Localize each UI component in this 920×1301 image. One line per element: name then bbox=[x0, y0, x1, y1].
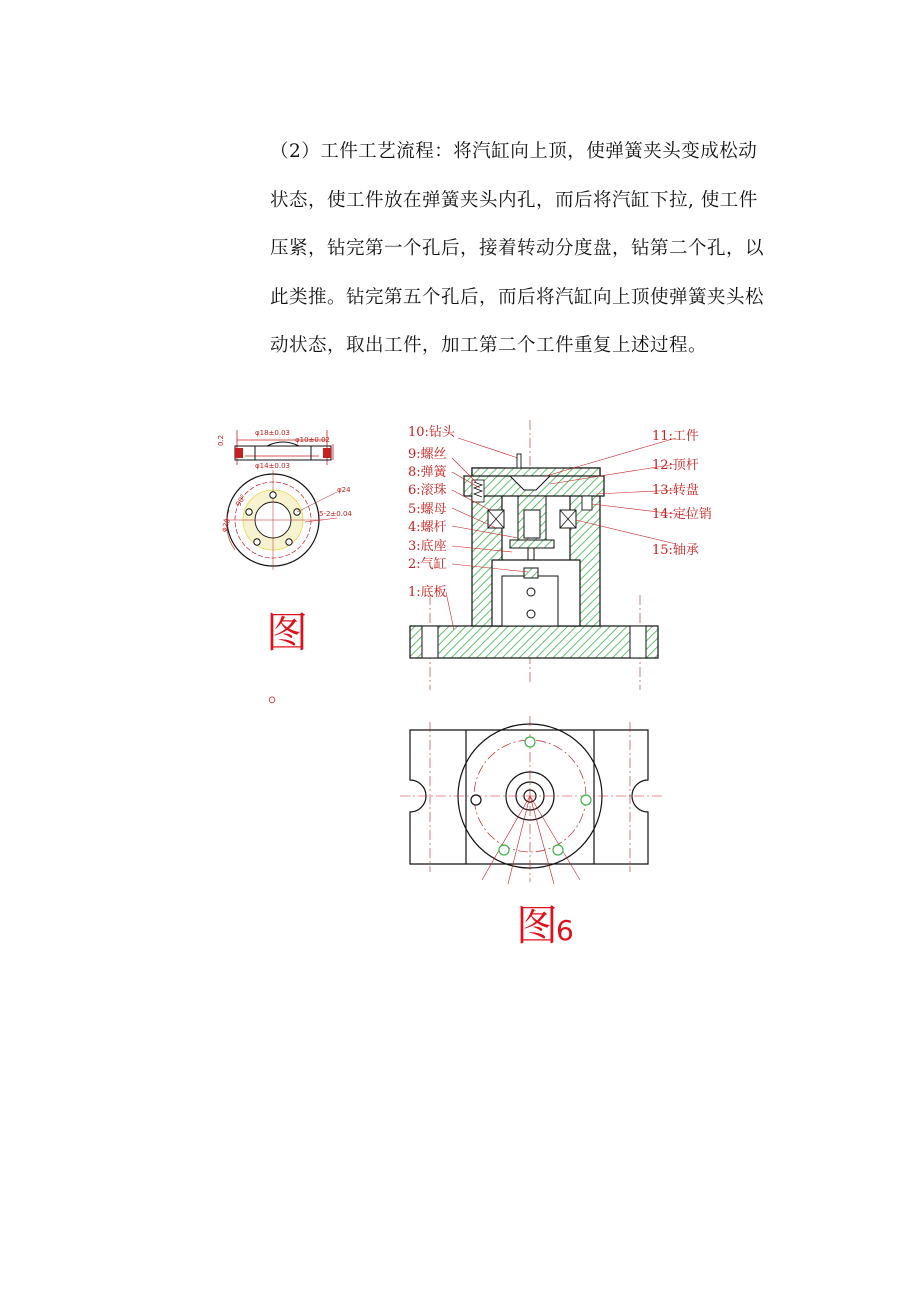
figure-caption-1-suffix: 。 bbox=[268, 682, 291, 707]
label-nut: 5:螺母 bbox=[408, 502, 447, 517]
label-base-plate: 1:底板 bbox=[408, 585, 447, 600]
dim-holes: 5-2±0.04 bbox=[319, 510, 352, 518]
label-screw: 9:螺丝 bbox=[408, 447, 447, 462]
label-drill-bit: 10:钻头 bbox=[408, 425, 455, 440]
label-bearing: 15:轴承 bbox=[652, 543, 699, 558]
dim-angle: 90° bbox=[234, 492, 248, 508]
label-workpiece: 11:工件 bbox=[652, 429, 699, 444]
label-base-seat: 3:底座 bbox=[408, 539, 447, 554]
dim-outer: φ24 bbox=[337, 486, 351, 494]
dim-left: 0.2 bbox=[217, 434, 225, 446]
workpiece-drawing bbox=[215, 420, 365, 580]
assembly-section-drawing bbox=[400, 420, 730, 700]
label-ball: 6:滚珠 bbox=[408, 483, 447, 498]
dim-pcd: φ20 bbox=[219, 517, 233, 534]
figure-caption-1: 图 bbox=[266, 608, 309, 657]
assembly-plan-drawing bbox=[400, 712, 670, 892]
dim-mid: φ10±0.02 bbox=[295, 436, 330, 444]
paragraph-line-1: （2）工件工艺流程：将汽缸向上顶，使弹簧夹头变成松动 bbox=[270, 141, 758, 162]
paragraph-line-4: 此类推。钻完第五个孔后，而后将汽缸向上顶使弹簧夹头松 bbox=[270, 286, 765, 308]
paragraph-line-5: 动状态，取出工件，加工第二个工件重复上述过程。 bbox=[270, 335, 708, 356]
label-ejector-pin: 12:顶杆 bbox=[652, 458, 699, 473]
figure-caption-2: 图 bbox=[516, 901, 559, 950]
process-paragraph bbox=[270, 128, 790, 371]
label-cylinder: 2:气缸 bbox=[408, 557, 447, 572]
label-turntable: 13:转盘 bbox=[652, 483, 699, 498]
dim-top: φ18±0.03 bbox=[255, 429, 290, 437]
label-spring: 8:弹簧 bbox=[408, 465, 447, 480]
label-threaded-rod: 4:螺杆 bbox=[408, 520, 447, 535]
paragraph-line-2: 状态，使工件放在弹簧夹头内孔，而后将汽缸下拉, 使工件 bbox=[270, 189, 758, 211]
dim-bottom: φ14±0.03 bbox=[255, 462, 290, 470]
figure-caption-2-suffix: 6 bbox=[556, 914, 574, 947]
paragraph-line-3: 压紧，钻完第一个孔后，接着转动分度盘，钻第二个孔，以 bbox=[270, 238, 765, 259]
label-locating-pin: 14:定位销 bbox=[652, 507, 712, 522]
